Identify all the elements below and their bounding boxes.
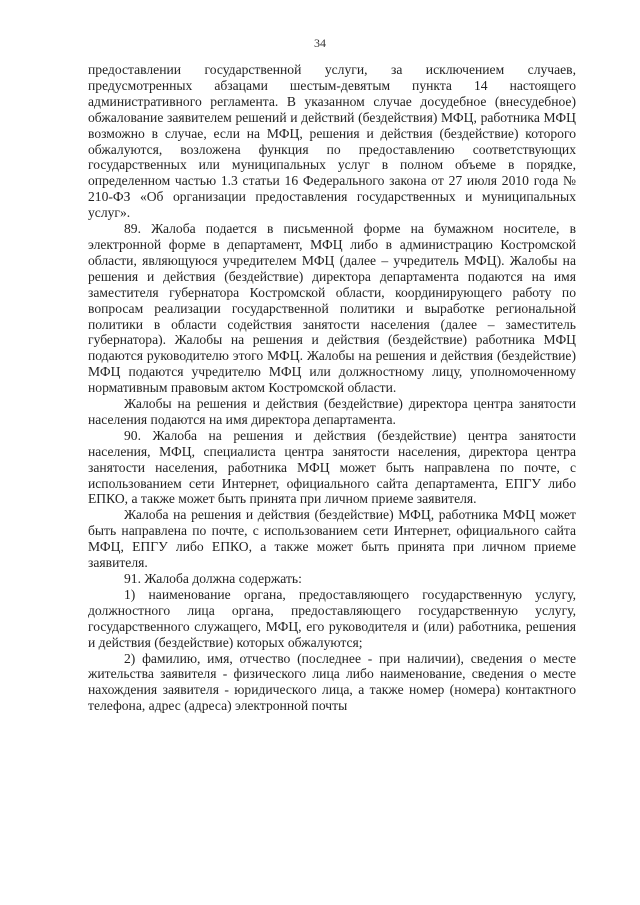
- paragraph-91: 91. Жалоба должна содержать:: [124, 571, 302, 586]
- document-body: [88, 62, 576, 714]
- paragraph-90: 90. Жалоба на решения и действия (бездействие) центра занятости населения, МФЦ, специалиста центра занятости населения, директора центра занятости населения, работника МФЦ может быть направлена по почте, с использованием сети Интернет, официального сайта департамента, ЕПГУ либо ЕПКО, а также может быть принята при личном приеме заявителя.: [88, 427, 576, 507]
- paragraph-89: 89. Жалоба подается в письменной форме на бумажном носителе, в электронной форме в департамент, МФЦ либо в администрацию Костромской области, являющуюся учредителем МФЦ (далее – учредитель МФЦ). Жалобы на решения и действия (бездействие) директора департамента подаются на имя заместителя губернатора Костромской области, координирующего работу по вопросам реализации государственной политики и выработке региональной политики в области содействия занятости населения (далее – заместитель губернатора). Жалобы на решения и действия (бездействие) работника МФЦ подаются руководителю этого МФЦ. Жалобы на решения и действия (бездействие) МФЦ подаются учредителю МФЦ или должностному лицу, уполномоченному нормативным правовым актом Костромской области.: [88, 221, 576, 396]
- list-item-1: 1) наименование органа, предоставляющего государственную услугу, должностного лица органа, предоставляющего государственную услугу, государственного служащего, МФЦ, его руководителя и (или) работника, решения и действия (бездействие) которых обжалуются;: [88, 586, 576, 650]
- paragraph-89-complaints-director: Жалобы на решения и действия (бездействие) директора центра занятости населения подаются на имя директора департамента.: [88, 396, 576, 427]
- paragraph-continuation: предоставлении государственной услуги, за исключением случаев, предусмотренных абзацами шестым-девятым пункта 14 настоящего административного регламента. В указанном случае досудебное (внесудебное) обжалование заявителем решений и действий (бездействия) МФЦ, работника МФЦ возможно в случае, если на МФЦ, решения и действия (бездействие) которого обжалуются, возложена функция по предоставлению соответствующих государственных или муниципальных услуг в полном объеме в порядке, определенном частью 1.3 статьи 16 Федерального закона от 27 июля 2010 года № 210-ФЗ «Об организации предоставления государственных и муниципальных услуг».: [88, 62, 576, 221]
- page-number: 34: [314, 36, 326, 50]
- list-item-2: 2) фамилию, имя, отчество (последнее - при наличии), сведения о месте жительства заявителя - физического лица либо наименование, сведения о месте нахождения заявителя - юридического лица, а также номер (номера) контактного телефона, адрес (адреса) электронной почты: [88, 650, 576, 714]
- paragraph-90-mfc-complaints: Жалоба на решения и действия (бездействие) МФЦ, работника МФЦ может быть направлена по почте, с использованием сети Интернет, официального сайта МФЦ, ЕПГУ либо ЕПКО, а также может быть принята при личном приеме заявителя.: [88, 507, 576, 571]
